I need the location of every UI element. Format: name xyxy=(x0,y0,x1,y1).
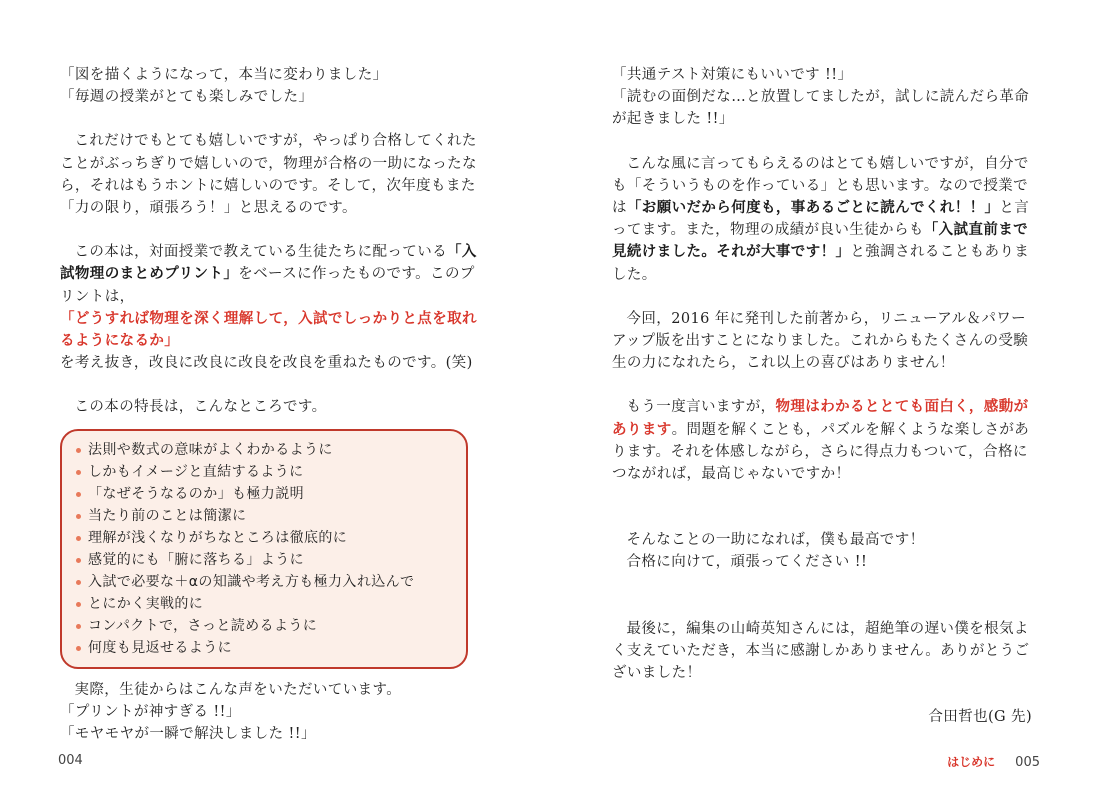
left-page-body xyxy=(60,64,480,745)
feature-item: しかもイメージと直結するように xyxy=(74,461,466,483)
feature-item: 何度も見返せるように xyxy=(74,637,466,659)
closing-line: 合格に向けて，頑張ってください !! xyxy=(626,554,868,571)
paragraph-book-origin: この本は，対面授業で教えている生徒たちに配っている「入試物理のまとめプリント」をベースに作ったものです。このプリントは， xyxy=(60,244,477,305)
student-quote: 「図を描くようになって，本当に変わりました」 xyxy=(60,67,388,83)
paragraph-joy: これだけでもとても嬉しいですが，やっぱり合格してくれたことがぶっちぎりで嬉しいので，物理が合格の一助になったなら，それはもうホントに嬉しいのです。そして，次年度もまた「力の限り，頑張ろう！」と思えるのです。 xyxy=(60,133,477,217)
student-quote: 「共通テスト対策にもいいです !!」 xyxy=(612,67,853,83)
feature-item: 感覚的にも「腑に落ちる」ように xyxy=(74,549,466,571)
bullet-icon xyxy=(76,580,81,585)
bold-request: 「お願いだから何度も，事あるごとに読んでくれ！！」 xyxy=(626,200,1000,217)
bullet-icon xyxy=(76,448,81,453)
student-quote: 「プリントが神すぎる !!」 xyxy=(60,703,241,720)
bold-student-quote: 「入試直前まで見続けました。それが大事です！」 xyxy=(612,222,1029,261)
right-page-body xyxy=(612,64,1032,728)
section-label: はじめに xyxy=(947,755,996,769)
author-signature: 合田哲也(G 先) xyxy=(928,709,1032,726)
red-highlight-question: 「どうすれば物理を深く理解して，入試でしっかりと点を取れるようになるか」 xyxy=(60,310,477,350)
feature-item: 当たり前のことは簡潔に xyxy=(74,505,466,527)
bullet-icon xyxy=(76,536,81,541)
red-highlight-physics: 物理はわかるととても面白く，感動があります xyxy=(612,399,1029,438)
right-page xyxy=(550,0,1100,808)
feature-item: 法則や数式の意味がよくわかるように xyxy=(74,439,466,461)
feature-item: コンパクトで，さっと読めるように xyxy=(74,615,466,637)
bullet-icon xyxy=(76,470,81,475)
student-quote: 「毎週の授業がとても楽しみでした」 xyxy=(60,89,314,106)
student-quote: 「モヤモヤが一瞬で解決しました !!」 xyxy=(60,726,316,743)
feature-item: 入試で必要な＋αの知識や考え方も極力入れ込んで xyxy=(74,571,466,593)
bullet-icon xyxy=(76,602,81,607)
features-list xyxy=(74,439,466,659)
paragraph-physics-fun: もう一度言いますが，物理はわかるととても面白く，感動があります。問題を解くことも，パズルを解くような楽しさがあります。それを体感しながら，さらに得点力もついて，合格につながれば，最高じゃないですか！ xyxy=(612,399,1030,483)
folio-right xyxy=(947,753,1040,770)
closing-line: そんなことの一助になれば，僕も最高です！ xyxy=(626,532,925,549)
page-number-left: 004 xyxy=(58,753,83,768)
print-name-bold: 「入試物理のまとめプリント」 xyxy=(60,244,477,283)
bullet-icon xyxy=(76,558,81,563)
paragraph-thanks: 最後に，編集の山崎英知さんには，超絶筆の遅い僕を根気よく支えていただき，本当に感謝しかありません。ありがとうございました！ xyxy=(612,620,1030,682)
student-quote: 「読むの面倒だな…と放置してましたが，試しに読んだら革命が起きました !!」 xyxy=(612,89,1030,128)
bullet-icon xyxy=(76,514,81,519)
feature-item: 理解が浅くなりがちなところは徹底的に xyxy=(74,527,466,549)
bullet-icon xyxy=(76,646,81,651)
feature-item: 「なぜそうなるのか」も極力説明 xyxy=(74,483,466,505)
paragraph-features-intro: この本の特長は，こんなところです。 xyxy=(74,399,327,416)
bullet-icon xyxy=(76,624,81,629)
bullet-icon xyxy=(76,492,81,497)
paragraph-voices-intro: 実際，生徒からはこんな声をいただいています。 xyxy=(74,681,402,698)
feature-item: とにかく実戦的に xyxy=(74,593,466,615)
page-number-right: 005 xyxy=(1015,755,1040,770)
paragraph-improvement: を考え抜き，改良に改良に改良を改良を重ねたものです。(笑) xyxy=(60,355,473,372)
paragraph-feedback: こんな風に言ってもらえるのはとても嬉しいですが，自分でも「そういうものを作っている」とも思います。なので授業では「お願いだから何度も，事あるごとに読んでくれ！！」と言ってます。また，物理の成績が良い生徒からも「入試直前まで見続けました。それが大事です！」と強調されることもありました。 xyxy=(612,155,1030,283)
paragraph-renewal: 今回，2016 年に発刊した前著から，リニューアル＆パワーアップ版を出すことになりました。これからもたくさんの受験生の力になれたら，これ以上の喜びはありません！ xyxy=(612,310,1029,372)
features-box xyxy=(60,429,468,669)
